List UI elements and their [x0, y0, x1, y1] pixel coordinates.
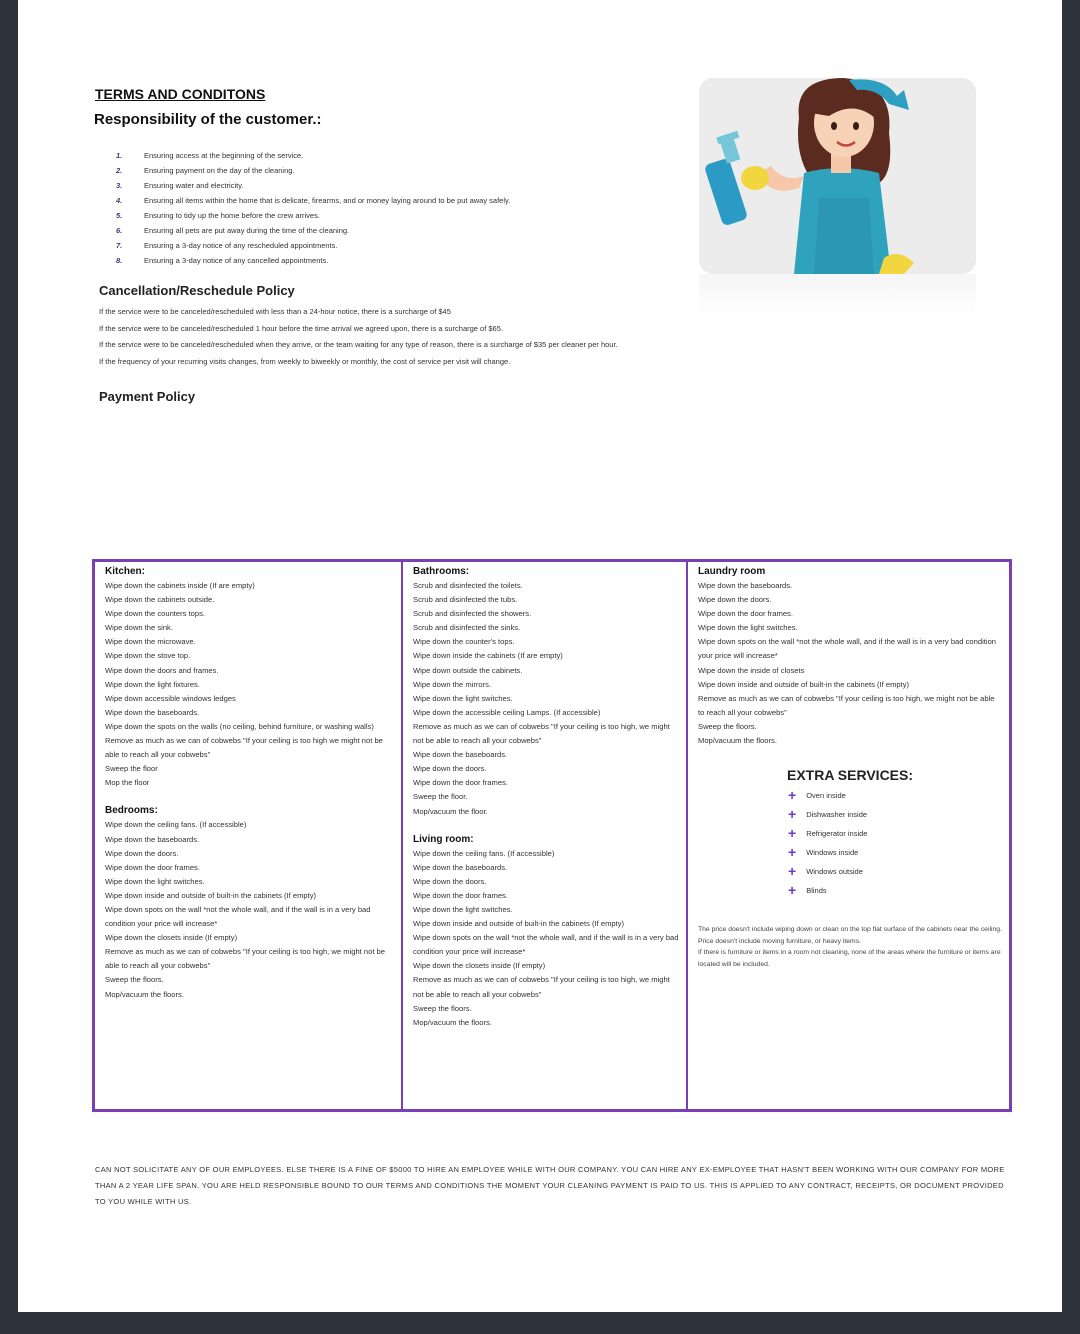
laundry-room-heading: Laundry room [698, 566, 766, 577]
list-item: Scrub and disinfected the sinks. [413, 623, 521, 633]
list-item: Wipe down the doors. [413, 764, 487, 774]
list-item: 5. Ensuring to tidy up the home before the crew arrives. [116, 211, 320, 220]
list-item: Wipe down the closets inside (If empty) [105, 933, 238, 943]
list-item: Wipe down the baseboards. [413, 750, 508, 760]
extra-services-list [698, 786, 1002, 900]
list-item: Wipe down the door frames. [413, 890, 508, 900]
list-item: Wipe down the baseboards. [413, 862, 508, 872]
list-item: Wipe down the door frames. [413, 778, 508, 788]
list-item: Wipe down outside the cabinets. [413, 665, 523, 675]
list-item: Mop the floor [105, 778, 150, 788]
list-item: Wipe down inside the cabinets (If are empty) [413, 651, 563, 661]
list-item: + Refrigerator inside [788, 825, 868, 842]
list-item: Sweep the floors. [105, 975, 164, 985]
list-item: Wipe down the baseboards. [698, 581, 793, 590]
list-item: Remove as much as we can of cobwebs "If your ceiling is too high, we might not be able to reach all your cobwebs" [698, 693, 995, 717]
plus-icon: + [788, 882, 797, 899]
list-item: Remove as much as we can of cobwebs "If your ceiling is too high, we might not be able to reach all your cobwebs" [413, 975, 670, 999]
list-item: Wipe down the doors and frames. [105, 665, 219, 675]
list-item: 1. Ensuring access at the beginning of the service. [116, 151, 304, 160]
list-item: Wipe down the microwave. [105, 637, 196, 647]
plus-icon: + [788, 863, 797, 880]
list-item: Wipe down inside and outside of built-in the cabinets (If empty) [698, 679, 910, 689]
list-item: Remove as much as we can of cobwebs "If your ceiling is too high we might not be able to reach all your cobwebs" [105, 736, 383, 760]
bedrooms-heading: Bedrooms: [105, 805, 158, 817]
list-item: Wipe down the cabinets inside (If are empty) [105, 581, 255, 590]
page-title: TERMS AND CONDITONS [95, 86, 266, 102]
list-item: + Windows inside [788, 844, 859, 861]
list-item: Wipe down the accessible ceiling Lamps. (If accessible) [413, 707, 601, 717]
list-item: Wipe down the closets inside (If empty) [413, 961, 546, 971]
list-item: 2. Ensuring payment on the day of the cleaning. [116, 166, 295, 175]
list-item: + Oven inside [788, 787, 846, 804]
plus-icon: + [788, 825, 797, 842]
list-item: Wipe down spots on the wall *not the whole wall, and if the wall is in a very bad condition your price will increase* [698, 637, 997, 661]
plus-icon: + [788, 844, 797, 861]
list-item: Mop/vacuum the floor. [413, 806, 488, 816]
list-item: Wipe down the inside of closets [698, 665, 805, 675]
list-item: Wipe down the light switches. [413, 904, 513, 914]
list-item: 3. Ensuring water and electricity. [116, 181, 244, 190]
list-item: Wipe down the sink. [105, 623, 173, 633]
list-item: Sweep the floor [105, 764, 158, 774]
list-item: Wipe down spots on the wall *not the whole wall, and if the wall is in a very bad condition your price will increase* [413, 933, 679, 957]
list-item: Wipe down the doors. [698, 595, 772, 605]
list-item: Wipe down accessible windows ledges [105, 693, 236, 703]
services-column-1 [95, 562, 403, 1109]
payment-heading: Payment Policy [99, 389, 196, 404]
list-item: Wipe down the counter's tops. [413, 637, 515, 647]
list-item: Remove as much as we can of cobwebs "If your ceiling is too high, we might not be able to reach all your cobwebs" [413, 721, 670, 746]
list-item: Mop/vacuum the floors. [698, 736, 777, 746]
list-item: + Windows outside [788, 863, 863, 880]
list-item: Wipe down the light switches. [698, 623, 798, 633]
plus-icon: + [788, 806, 797, 823]
list-item: Mop/vacuum the floors. [413, 1017, 492, 1027]
services-column-3 [688, 562, 1009, 1109]
list-item: 8. Ensuring a 3-day notice of any cancelled appointments. [116, 256, 329, 265]
list-item: + Dishwasher inside [788, 806, 868, 823]
extra-services-heading: EXTRA SERVICES: [786, 767, 914, 784]
list-item: Wipe down the door frames. [698, 609, 793, 619]
list-item: Wipe down the baseboards. [105, 707, 200, 717]
plus-icon: + [788, 787, 797, 804]
list-item: Wipe down the light fixtures. [105, 679, 200, 689]
list-item: 4. Ensuring all items within the home that is delicate, firearms, and or money laying around to be put away safely. [116, 196, 511, 205]
list-item: Scrub and disinfected the showers. [413, 609, 532, 619]
list-item: Wipe down the spots on the walls (no ceiling, behind furniture, or washing walls) [105, 721, 374, 731]
list-item: Wipe down the light switches. [105, 876, 205, 886]
list-item: Scrub and disinfected the tubs. [413, 595, 518, 605]
responsibility-list [116, 148, 510, 268]
document-page [18, 0, 1062, 1312]
list-item: Sweep the floors. [698, 721, 757, 731]
list-item: Wipe down the doors. [413, 876, 487, 886]
services-table [92, 559, 1012, 1112]
bathrooms-heading: Bathrooms: [413, 566, 470, 577]
living-room-heading: Living room: [413, 833, 474, 845]
list-item: Remove as much as we can of cobwebs "If your ceiling is too high, we might not be able to reach all your cobwebs" [105, 947, 386, 971]
list-item: Wipe down the door frames. [105, 862, 200, 872]
list-item: Sweep the floors. [413, 1003, 472, 1013]
footer-disclaimer: CAN NOT SOLICITATE ANY OF OUR EMPLOYEES. ELSE THERE IS A FINE OF $5000 TO HIRE AN EMPLOYEE WHILE WITH OUR COMPANY. YOU CAN HIRE ANY EX-EMPLOYEE THAT HASN'T BEEN WORKING WITH OUR COMPANY FOR MORE THAN A 2 YEAR LIFE SPAN. YOU ARE HELD RESPONSIBLE BOUND TO OUR TERMS AND CONDITIONS THE MOMENT YOUR CLEANING PAYMENT IS PAID TO US. THIS IS APPLIED TO ANY CONTRACT, RECEIPTS, OR DOCUMENT PROVIDED TO YOU WHILE WITH US. [95, 1165, 1005, 1206]
list-item: Wipe down inside and outside of built-in the cabinets (If empty) [413, 919, 625, 929]
list-item: 7. Ensuring a 3-day notice of any rescheduled appointments. [116, 241, 338, 250]
list-item: Wipe down the baseboards. [105, 834, 200, 844]
cancellation-heading: Cancellation/Reschedule Policy [99, 283, 295, 298]
list-item: 6. Ensuring all pets are put away during the time of the cleaning. [116, 226, 350, 235]
kitchen-heading: Kitchen: [105, 566, 145, 577]
cleaner-icon [699, 78, 976, 274]
list-item: + Blinds [788, 882, 827, 899]
list-item: Wipe down the mirrors. [413, 679, 492, 689]
list-item: Wipe down the cabinets outside. [105, 595, 215, 605]
cleaner-illustration [699, 78, 976, 274]
list-item: Mop/vacuum the floors. [105, 989, 184, 999]
responsibility-heading: Responsibility of the customer.: [94, 111, 322, 128]
list-item: Wipe down the stove top. [105, 651, 191, 661]
list-item: Wipe down the ceiling fans. (If accessible) [105, 820, 247, 830]
cancellation-text: If the service were to be canceled/rescheduled with less than a 24-hour notice, there is a surcharge of $45 If the service were to be canceled/rescheduled 1 hour before the time arrival we agreed upon, there is a surcharge of $65. If the service were to be canceled/rescheduled when they arrive, or the team waiting for any type of reason, there is a surcharge of $35 per cleaner per hour. If the frequency of your recurring visits changes, from weekly to biweekly or monthly, the cost of service per visit will change. [99, 307, 618, 366]
list-item: Scrub and disinfected the toilets. [413, 581, 523, 590]
list-item: Wipe down the doors. [105, 848, 179, 858]
services-column-2 [403, 562, 688, 1109]
list-item: Wipe down the ceiling fans. (If accessible) [413, 848, 555, 858]
list-item: Wipe down spots on the wall *not the whole wall, and if the wall is in a very bad condition your price will increase* [105, 904, 371, 929]
list-item: Wipe down the counters tops. [105, 609, 206, 619]
list-item: Sweep the floor. [413, 792, 468, 802]
list-item: Wipe down inside and outside of built-in the cabinets (If empty) [105, 890, 317, 900]
list-item: Wipe down the light switches. [413, 693, 513, 703]
extra-services-note: The price doesn't include wiping down or clean on the top flat surface of the cabinets near the ceiling. Price doesn't include moving furniture, or heavy items. If there is furniture or items in a room not cleaning, none of the areas where the furniture or items are located will be included. [698, 926, 1002, 968]
